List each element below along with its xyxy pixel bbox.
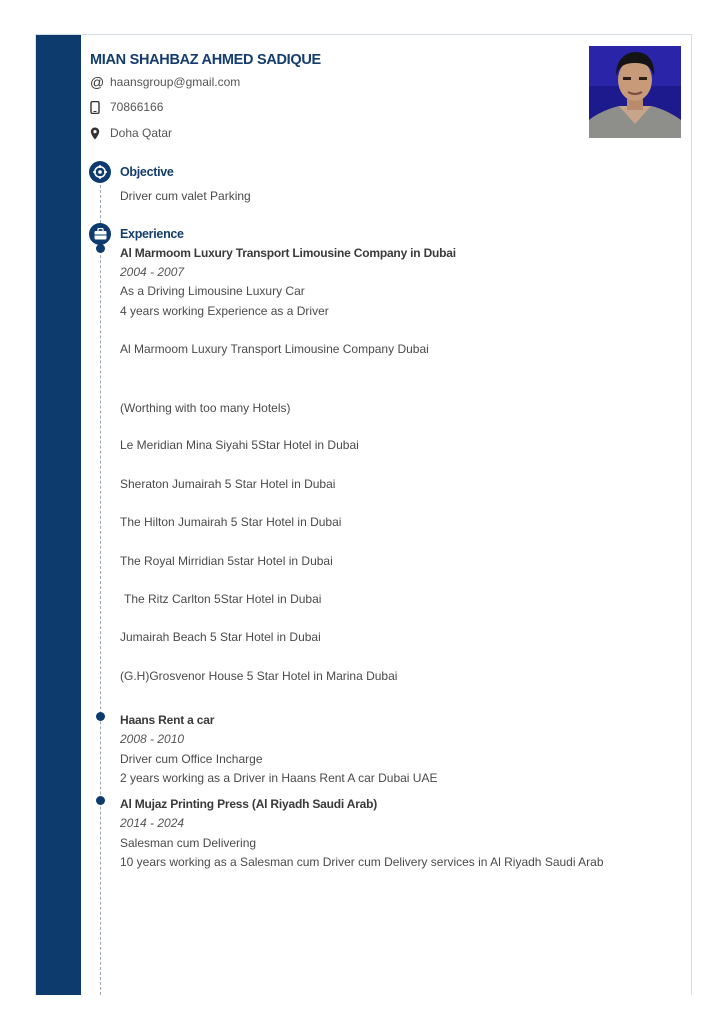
candidate-name: MIAN SHAHBAZ AHMED SADIQUE bbox=[90, 52, 321, 68]
job-line: 2 years working as a Driver in Haans Rent A car Dubai UAE bbox=[120, 771, 438, 785]
job-line: (G.H)Grosvenor House 5 Star Hotel in Marina Dubai bbox=[120, 669, 398, 683]
job-line: Al Marmoom Luxury Transport Limousine Company Dubai bbox=[120, 342, 429, 356]
phone-text: 70866166 bbox=[110, 100, 164, 114]
contact-phone bbox=[90, 100, 163, 114]
timeline-line bbox=[100, 185, 101, 995]
briefcase-icon bbox=[89, 223, 111, 245]
timeline-dot bbox=[96, 712, 105, 721]
sidebar-stripe bbox=[36, 35, 81, 995]
at-icon: @ bbox=[90, 74, 105, 90]
job-line: As a Driving Limousine Luxury Car bbox=[120, 284, 305, 298]
profile-photo bbox=[589, 46, 681, 138]
job-line: Salesman cum Delivering bbox=[120, 836, 257, 850]
job-dates: 2004 - 2007 bbox=[120, 265, 185, 279]
map-pin-icon bbox=[90, 127, 110, 140]
job-line: The Royal Mirridian 5star Hotel in Dubai bbox=[120, 554, 333, 568]
job-company: Al Marmoom Luxury Transport Limousine Company in Dubai bbox=[120, 246, 456, 260]
phone-icon bbox=[90, 101, 110, 114]
job-line: Le Meridian Mina Siyahi 5Star Hotel in Dubai bbox=[120, 438, 359, 452]
contact-location bbox=[90, 126, 172, 140]
job-company: Al Mujaz Printing Press (Al Riyadh Saudi Arab) bbox=[120, 797, 378, 811]
job-company: Haans Rent a car bbox=[120, 713, 215, 727]
timeline-dot bbox=[96, 244, 105, 253]
job-dates: 2014 - 2024 bbox=[120, 816, 185, 830]
location-text: Doha Qatar bbox=[110, 126, 173, 140]
job-line: The Ritz Carlton 5Star Hotel in Dubai bbox=[124, 592, 322, 606]
objective-heading: Objective bbox=[120, 165, 174, 179]
job-dates: 2008 - 2010 bbox=[120, 732, 185, 746]
email-text: haansgroup@gmail.com bbox=[110, 75, 241, 89]
objective-icon bbox=[89, 161, 111, 183]
job-line: 10 years working as a Salesman cum Driver cum Delivery services in Al Riyadh Saudi Arab bbox=[120, 855, 604, 869]
experience-heading: Experience bbox=[120, 227, 184, 241]
job-line: 4 years working Experience as a Driver bbox=[120, 304, 329, 318]
job-line: The Hilton Jumairah 5 Star Hotel in Dubai bbox=[120, 515, 342, 529]
job-line: Jumairah Beach 5 Star Hotel in Dubai bbox=[120, 630, 321, 644]
timeline-dot bbox=[96, 796, 105, 805]
contact-email bbox=[90, 74, 240, 90]
objective-text: Driver cum valet Parking bbox=[120, 189, 251, 203]
job-line: (Worthing with too many Hotels) bbox=[120, 401, 291, 415]
job-line: Driver cum Office Incharge bbox=[120, 752, 263, 766]
job-line: Sheraton Jumairah 5 Star Hotel in Dubai bbox=[120, 477, 336, 491]
resume-page bbox=[35, 34, 692, 995]
